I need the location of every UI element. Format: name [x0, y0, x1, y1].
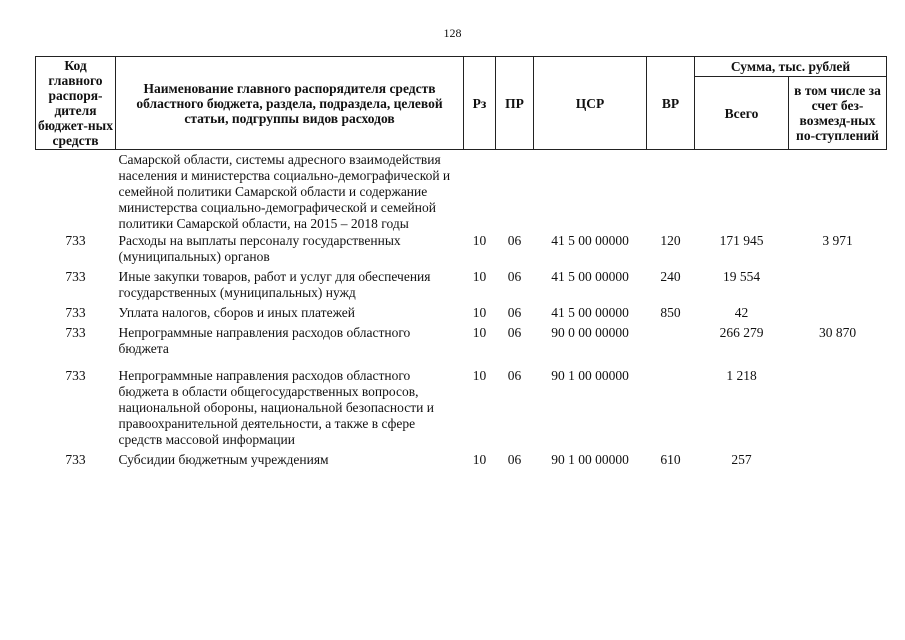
- header-rz: Рз: [464, 57, 496, 150]
- cell-name: Непрограммные направления расходов областного бюджета в области общегосударственных вопросов, национальной обороны, национальной безопасности и правоохранительной деятельности, а также в сфере средств массовой информации: [118, 368, 434, 447]
- table-body: [36, 150, 887, 472]
- cell-name: Расходы на выплаты персоналу государственных (муниципальных) органов: [118, 233, 401, 264]
- cell-csr: 90 1 00 00000: [551, 368, 629, 383]
- header-pr: ПР: [496, 57, 534, 150]
- cell-kod: 733: [65, 325, 86, 340]
- cell-total: 266 279: [719, 325, 764, 340]
- cell-rz: 10: [472, 452, 487, 467]
- cell-kod: 733: [65, 233, 86, 248]
- cell-free: [789, 367, 887, 451]
- header-name: Наименование главного распорядителя средств областного бюджета, раздела, подраздела, целевой статьи, подгруппы видов расходов: [116, 57, 464, 150]
- cell-kod: 733: [65, 368, 86, 383]
- header-vr: ВР: [647, 57, 695, 150]
- table-header: [36, 57, 887, 150]
- cell-free: [789, 304, 887, 324]
- cell-name: Иные закупки товаров, работ и услуг для обеспечения государственных (муниципальных) нужд: [118, 269, 431, 300]
- table-row: [36, 367, 887, 451]
- cell-pr: 06: [507, 233, 522, 248]
- cell-kod: 733: [65, 305, 86, 320]
- cell-pr: 06: [507, 305, 522, 320]
- cell-rz: 10: [472, 233, 487, 248]
- cell-rz: 10: [472, 305, 487, 320]
- page-number: 128: [443, 26, 462, 40]
- table-row: [36, 324, 887, 367]
- cell-kod: 733: [65, 269, 86, 284]
- table-row: [36, 268, 887, 304]
- cell-rz: 10: [472, 269, 487, 284]
- cell-rz: 10: [472, 368, 487, 383]
- continuation-text: Самарской области, системы адресного взаимодействия населения и министерства социально-демографической и семейной политики Самарской области и содержание министерства социально-демографической и семейной политики Самарской области, на 2015 – 2018 годы: [118, 152, 451, 231]
- cell-kod: 733: [65, 452, 86, 467]
- cell-vr: 610: [660, 452, 681, 467]
- cell-pr: 06: [507, 452, 522, 467]
- cell-free: 3 971: [822, 233, 853, 248]
- cell-total: 42: [734, 305, 749, 320]
- cell-csr: 41 5 00 00000: [551, 305, 629, 320]
- cell-rz: 10: [472, 325, 487, 340]
- cell-free: [789, 268, 887, 304]
- cell-free: 30 870: [818, 325, 857, 340]
- header-csr: ЦСР: [534, 57, 647, 150]
- continuation-row: [36, 150, 887, 233]
- cell-vr: 240: [660, 269, 681, 284]
- cell-vr: 120: [660, 233, 681, 248]
- cell-total: 257: [731, 452, 752, 467]
- table-row: [36, 451, 887, 471]
- cell-total: 1 218: [726, 368, 757, 383]
- cell-vr: [647, 367, 695, 451]
- cell-vr: [647, 324, 695, 367]
- table-row: [36, 232, 887, 268]
- cell-pr: 06: [507, 325, 522, 340]
- header-free: в том числе за счет без-возмезд-ных по-ступлений: [789, 77, 887, 150]
- cell-vr: 850: [660, 305, 681, 320]
- cell-csr: 41 5 00 00000: [551, 233, 629, 248]
- cell-pr: 06: [507, 269, 522, 284]
- cell-free: [789, 451, 887, 471]
- table-row: [36, 304, 887, 324]
- budget-table: [35, 56, 887, 471]
- cell-total: 171 945: [719, 233, 764, 248]
- cell-total: 19 554: [722, 269, 761, 284]
- cell-name: Непрограммные направления расходов областного бюджета: [118, 325, 411, 356]
- cell-csr: 41 5 00 00000: [551, 269, 629, 284]
- cell-pr: 06: [507, 368, 522, 383]
- cell-csr: 90 1 00 00000: [551, 452, 629, 467]
- header-total: Всего: [695, 77, 789, 150]
- header-kod: Код главного распоря-дителя бюджет-ных средств: [36, 57, 116, 150]
- cell-name: Субсидии бюджетным учреждениям: [118, 452, 329, 467]
- header-sum: Сумма, тыс. рублей: [695, 57, 887, 77]
- cell-name: Уплата налогов, сборов и иных платежей: [118, 305, 355, 320]
- cell-csr: 90 0 00 00000: [551, 325, 629, 340]
